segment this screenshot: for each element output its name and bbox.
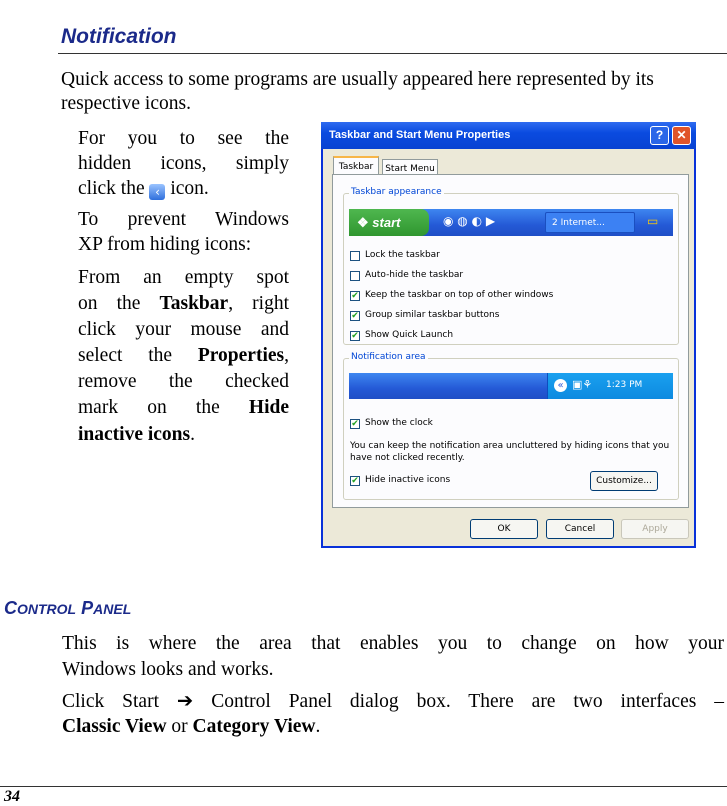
apply-button[interactable]: Apply (621, 519, 689, 539)
cp-para1-line1: This is where the area that enables you to change on how your (62, 633, 724, 654)
folder-icon: ▭ (647, 214, 659, 228)
section-heading-control-panel: CONTROL PANEL (4, 598, 132, 618)
tab-panel (332, 174, 689, 508)
start-button: ❖ start (349, 209, 429, 236)
group-buttons-label: Group similar taskbar buttons (365, 310, 500, 320)
cp-para1-line2: Windows looks and works. (62, 659, 274, 680)
arrow-icon: ➔ (176, 689, 194, 712)
hide-inactive-label: Hide inactive icons (365, 475, 451, 485)
ontop-label: Keep the taskbar on top of other windows (365, 290, 554, 300)
show-clock-checkbox[interactable]: ✔ (351, 419, 359, 429)
tab-start-menu[interactable]: Start Menu (382, 159, 438, 177)
notification-info-line2: have not clicked recently. (350, 453, 465, 463)
show-hidden-icons-icon: ‹ (149, 184, 165, 200)
dialog-titlebar (321, 122, 696, 149)
ok-button[interactable]: OK (470, 519, 538, 539)
dialog-title: Taskbar and Start Menu Properties (329, 129, 511, 141)
para3-line3: click your mouse and (78, 319, 289, 340)
intro-paragraph: Quick access to some programs are usually appeared here represented by its respective icons. (61, 69, 654, 114)
para3-line4: select the Properties, (78, 345, 289, 366)
para2-line2: XP from hiding icons: (78, 234, 252, 255)
notification-area-group (343, 352, 679, 500)
quick-launch-checkbox[interactable]: ✔ (351, 331, 359, 341)
tray-icons: ▣⚘ (572, 378, 593, 391)
para3-line5: remove the checked (78, 371, 289, 392)
group-buttons-checkbox[interactable]: ✔ (351, 311, 359, 321)
show-hidden-icons-icon: « (554, 379, 567, 392)
cp-para2-line1: Click Start ➔ Control Panel dialog box. There are two interfaces – (62, 689, 725, 712)
taskbar-properties-dialog (321, 122, 696, 548)
para1-line1: For you to see the (78, 128, 289, 149)
section-heading-notification: Notification (61, 25, 177, 48)
para1-line3 (78, 177, 209, 201)
notification-info-line1: You can keep the notification area uncluttered by hiding icons that you (350, 441, 670, 451)
hide-inactive-checkbox[interactable]: ✔ (351, 476, 359, 486)
para1-line2: hidden icons, simply (78, 153, 289, 174)
para3-line7: inactive icons. (78, 424, 195, 445)
show-clock-label: Show the clock (365, 418, 433, 428)
windows-logo-icon: ❖ (357, 215, 369, 230)
para3-line2: on the Taskbar, right (78, 293, 289, 314)
taskbar-preview (349, 209, 673, 236)
para1-text: click the (78, 178, 145, 199)
lock-taskbar-label: Lock the taskbar (365, 250, 440, 260)
para3-line1: From an empty spot (78, 267, 289, 288)
autohide-label: Auto-hide the taskbar (365, 270, 464, 280)
para1-text-end: icon. (170, 178, 209, 199)
para2-line1: To prevent Windows (78, 209, 289, 230)
quick-launch-label: Show Quick Launch (365, 330, 454, 340)
group-title-notification: Notification area (351, 352, 426, 362)
customize-button[interactable]: Customize... (590, 471, 658, 491)
ontop-checkbox[interactable]: ✔ (351, 291, 359, 301)
group-title-appearance: Taskbar appearance (351, 187, 442, 197)
cp-para2-line2: Classic View or Category View. (62, 716, 321, 737)
heading-rule (58, 53, 727, 54)
quick-launch-icons: ◉ ◍ ◐ ▶ (443, 214, 496, 228)
taskbar-button: 2 Internet... (545, 212, 635, 233)
lock-taskbar-checkbox[interactable] (350, 251, 360, 261)
cancel-button[interactable]: Cancel (546, 519, 614, 539)
notification-preview (349, 373, 673, 399)
autohide-checkbox[interactable] (350, 271, 360, 281)
help-button[interactable]: ? (650, 126, 669, 145)
tab-taskbar[interactable]: Taskbar (333, 156, 379, 176)
footer-rule (0, 786, 727, 787)
page-number: 34 (4, 788, 20, 805)
clock-text: 1:23 PM (606, 380, 643, 390)
para3-line6: mark on the Hide (78, 397, 289, 418)
system-tray (547, 373, 673, 399)
close-button[interactable]: ✕ (672, 126, 691, 145)
taskbar-appearance-group (343, 187, 679, 345)
